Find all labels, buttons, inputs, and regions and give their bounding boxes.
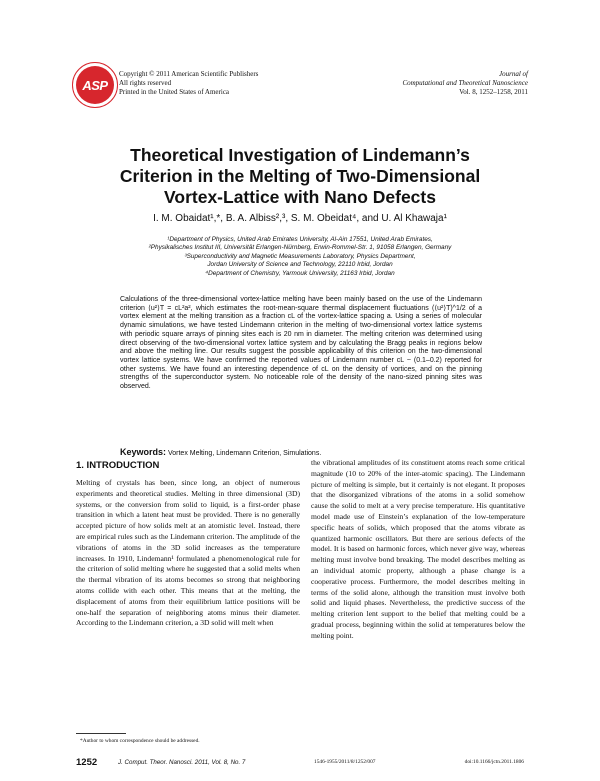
affiliations (40, 236, 560, 278)
journal-name: Computational and Theoretical Nanoscience (402, 79, 528, 87)
publisher-logo (76, 66, 114, 104)
page-number: 1252 (76, 757, 98, 768)
abstract: Calculations of the three-dimensional vortex-lattice melting have been mainly based on the use of the Lindemann criterion ⟨u²⟩T = cL²a², which estimates the root-mean-square thermal displacement fluctuations (⟨u²⟩T)^1/2 of a vortex element at the melting transition as a fraction cL of the vortex-lattice spacing a. Using a series of molecular dynamic simulations, we have tested Lindemann criterion in the melting of two-dimensional vortex lattice systems with periodic square arrays of pinning sites each is 20 nm in diameter. The melting criterion was determined using direct observing of the two-dimensional vortex lattice system and by calculating the Bragg peaks in regions below and above the melting line. Our results suggest the possible applicability of this criterion on the two-dimensional vortex lattice systems. We have confirmed the reported values of Lindemann number cL ~ (0.1–0.2) reported for other systems. We have found an interesting dependence of cL on the density of vortices, and on the pinning strengths of the superconductor system. No noticeable role of the density of the nano-sized pinning sites was observed. (120, 296, 482, 391)
authors: I. M. Obaidat¹,*, B. A. Albiss²,³, S. M. Obeidat⁴, and U. Al Khawaja¹ (153, 213, 447, 224)
affiliation-line: ²Physikalisches Institut III, Universität Erlangen-Nürnberg, Erwin-Rommel-Str. 1, 91058 Erlangen, Germany (148, 244, 452, 252)
affiliation-line: ⁴Department of Chemistry, Yarmouk University, 21163 Irbid, Jordan (205, 269, 395, 277)
body-column-left: Melting of crystals has been, since long, an object of numerous experiments and theoretical studies. Melting in three dimensional (3D) systems, or the conversion from solid to liquid, is a first-order phase transition in which a latent heat must be provided. There is no generally accepted picture of how solids melt at an atomistic level. Instead, there are empirical rules such as the Lindemann criterion. The amplitude of the vibrations of atoms in the 3D solid increases as the temperature increases. In 1910, Lindemann¹ formulated a phenomenological rule for the criterion of solid melting where he suggested that a solid melts when the thermal vibration of its atoms becomes so strong that neighboring atoms collide with each other. This means that at the melting, the displacement of atoms from their equilibrium lattice positions will be one-half the separation of neighboring atoms minus their diameter. According to the Lindemann criterion, a 3D solid will melt when (76, 478, 300, 628)
keywords (120, 447, 321, 457)
affiliation-line: Jordan University of Science and Technology, 22110 Irbid, Jordan (207, 261, 393, 269)
title-line: Criterion in the Melting of Two-Dimensional (119, 166, 481, 186)
title-line: Vortex-Lattice with Nano Defects (164, 187, 436, 207)
issn: 1546-1955/2011/8/1252/007 (314, 759, 376, 765)
journal-block (402, 70, 528, 97)
journal-line: Journal of (499, 70, 528, 78)
copyright-line: Printed in the United States of America (119, 88, 230, 96)
footnote: *Author to whom correspondence should be addressed. (80, 738, 200, 744)
title-line: Theoretical Investigation of Lindemann’s (130, 145, 470, 165)
body-column-right: the vibrational amplitudes of its constituent atoms reach some critical magnitude (10 to 20% of the inter-atomic spacing). The Lindemann picture of melting is simple, but it certainly is not elegant. It proposes that the disorganized vibrations of the atoms in a solid somehow cause the solid to melt at a very precise temperature. His quantitative model made use of Einstein’s explanation of the low-temperature specific heats of solids, which proposed that the atoms vibrate as quantized harmonic oscillators. But there are serious defects of the model. It is based on harmonic forces, which never give way, whereas melting must involve bond breaking. The model describes melting as an individual atomic property, although a phase change is a cooperative process. Furthermore, the model describes melting in terms of the solid alone, although the transition must involve both solid and liquid phases. Nevertheless, the predictive success of the melting criterion lent support to the belief that melting could be a gradual process, beginning within the solid at temperatures below the melting point. (311, 458, 525, 640)
keywords-label: Keywords: (120, 447, 167, 457)
logo-text: ASP (82, 78, 108, 93)
affiliation-line: ³Superconductivity and Magnetic Measurements Laboratory, Physics Department, (184, 252, 416, 260)
journal-citation: J. Comput. Theor. Nanosci. 2011, Vol. 8, No. 7 (118, 759, 246, 766)
journal-volume: Vol. 8, 1252–1258, 2011 (459, 88, 528, 96)
keywords-text: Vortex Melting, Lindemann Criterion, Simulations. (167, 450, 322, 457)
affiliation-line: ¹Department of Physics, United Arab Emirates University, Al-Ain 17551, United Arab Emirates, (167, 236, 433, 243)
paper-title (100, 145, 500, 208)
footnote-rule (76, 733, 126, 734)
section-heading: 1. INTRODUCTION (76, 460, 160, 471)
copyright-line: All rights reserved (119, 79, 172, 87)
copyright-block (119, 70, 258, 97)
doi: doi:10.1166/jctn.2011.1806 (464, 759, 524, 765)
copyright-line: Copyright © 2011 American Scientific Publishers (119, 70, 259, 78)
